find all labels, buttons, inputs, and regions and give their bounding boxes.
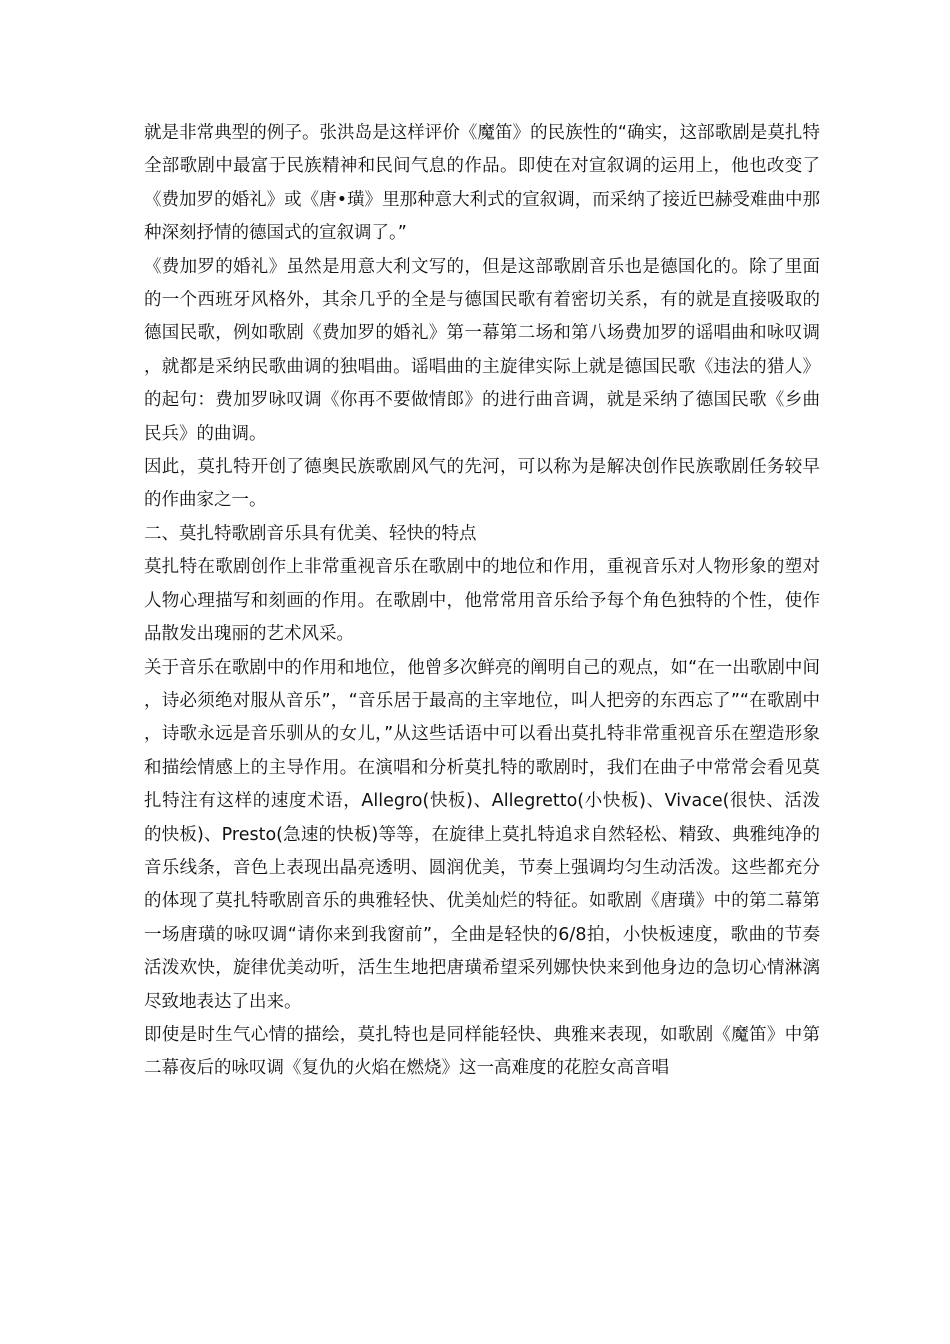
paragraph-1: 就是非常典型的例子。张洪岛是这样评价《魔笛》的民族性的“确实，这部歌剧是莫扎特全部歌剧中最富于民族精神和民间气息的作品。即使在对宣叙调的运用上，他也改变了《费加罗的婚礼》或《唐•璜》里那种意大利式的宣叙调，而采纳了接近巴赫受难曲中那种深刻抒情的德国式的宣叙调了。” (144, 123, 820, 244)
paragraph-7: 即使是时生气心情的描绘，莫扎特也是同样能轻快、典雅来表现，如歌剧《魔笛》中第二幕夜后的咏叹调《复仇的火焰在燃烧》这一高难度的花腔女高音唱 (144, 1024, 820, 1079)
paragraph-6: 关于音乐在歌剧中的作用和地位，他曾多次鲜亮的阐明自己的观点，如“在一出歌剧中间，诗必须绝对服从音乐”，“音乐居于最高的主宰地位，叫人把旁的东西忘了”“在歌剧中，诗歌永远是音乐驯从的女儿，”从这些话语中可以看出莫扎特非常重视音乐在塑造形象和描绘情感上的主导作用。在演唱和分析莫扎特的歌剧时，我们在曲子中常常会看见莫扎特注有这样的速度术语，Allegro(快板)、Allegretto(小快板)、Vivace(很快、活泼的快板)、Presto(急速的快板)等等，在旋律上莫扎特追求自然轻松、精致、典雅纯净的音乐线条，音色上表现出晶亮透明、圆润优美，节奏上强调均匀生动活泼。这些都充分的体现了莫扎特歌剧音乐的典雅轻快、优美灿烂的特征。如歌剧《唐璜》中的第二幕第一场唐璜的咏叹调“请你来到我窗前”，全曲是轻快的6/8拍，小快板速度，歌曲的节奏活泼欢快，旋律优美动听，活生生地把唐璜希望采列娜快快来到他身边的急切心情淋漓尽致地表达了出来。 (144, 657, 820, 1012)
document-body (144, 117, 820, 1086)
section-heading: 二、莫扎特歌剧音乐具有优美、轻快的特点 (144, 523, 477, 544)
paragraph-3: 因此，莫扎特开创了德奥民族歌剧风气的先河，可以称为是解决创作民族歌剧任务较早的作曲家之一。 (144, 457, 820, 511)
paragraph-5: 莫扎特在歌剧创作上非常重视音乐在歌剧中的地位和作用，重视音乐对人物形象的塑对人物心理描写和刻画的作用。在歌剧中，他常常用音乐给予每个角色独特的个性，使作品散发出瑰丽的艺术风采。 (144, 557, 820, 645)
paragraph-2: 《费加罗的婚礼》虽然是用意大利文写的，但是这部歌剧音乐也是德国化的。除了里面的一个西班牙风格外，其余几乎的全是与德国民歌有着密切关系，有的就是直接吸取的德国民歌，例如歌剧《费加罗的婚礼》第一幕第二场和第八场费加罗的谣唱曲和咏叹调，就都是采纳民歌曲调的独唱曲。谣唱曲的主旋律实际上就是德国民歌《违法的猎人》的起句：费加罗咏叹调《你再不要做情郎》的进行曲音调，就是采纳了德国民歌《乡曲民兵》的曲调。 (144, 256, 820, 444)
